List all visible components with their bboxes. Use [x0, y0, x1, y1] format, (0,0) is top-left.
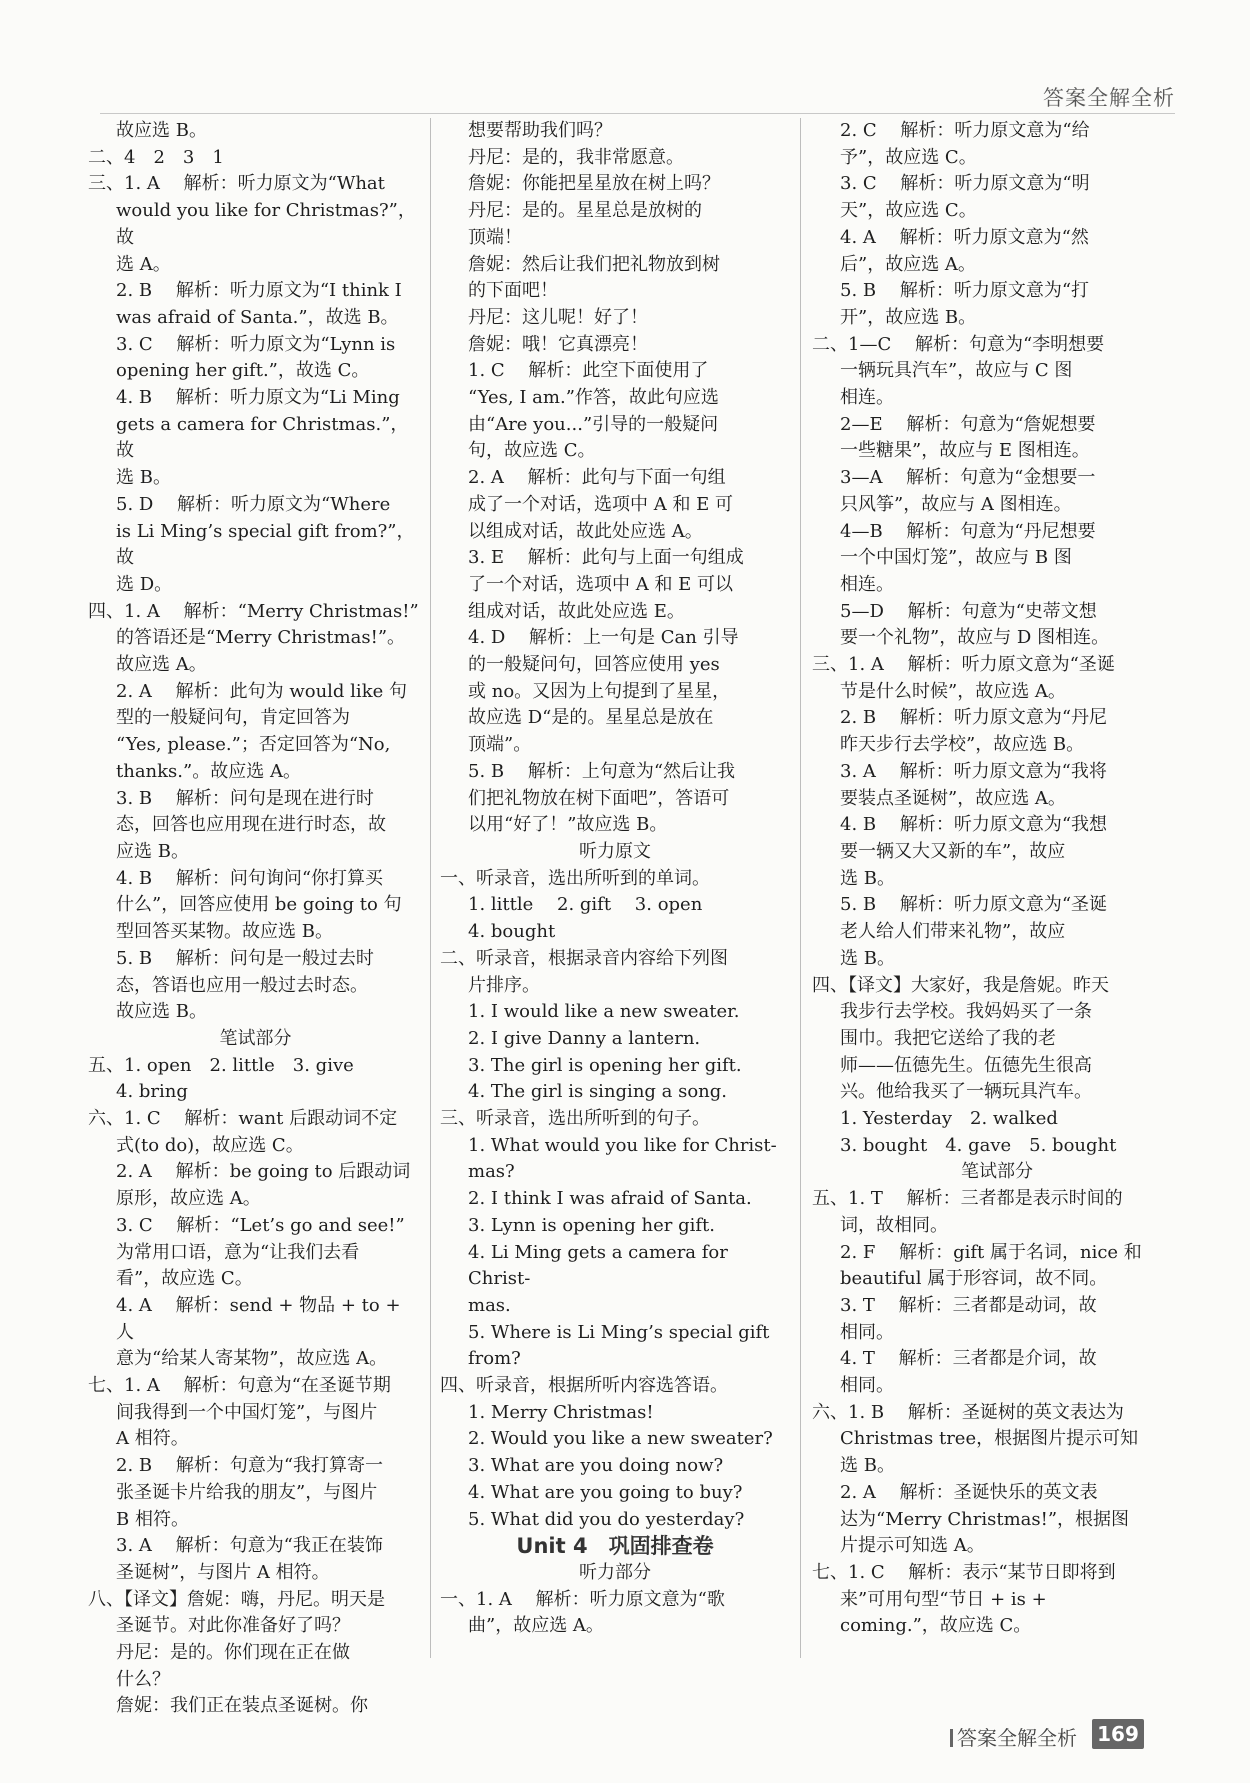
text-line: 1. C 解析：此空下面使用了 — [468, 360, 709, 382]
text-line: 4. bought — [468, 921, 556, 943]
text-line: 丹尼：这儿呢！好了！ — [468, 306, 648, 328]
unit-heading: Unit 4 巩固排查卷 — [516, 1534, 714, 1559]
text-line: 相同。 — [840, 1321, 894, 1343]
text-line: 3. B 解析：问句是现在进行时 — [116, 787, 374, 809]
text-line: A 相符。 — [116, 1428, 189, 1450]
text-line: gets a camera for Christmas.”，故 — [116, 413, 409, 462]
text-line: 八、【译文】詹妮：嗨，丹尼。明天是 — [88, 1588, 385, 1610]
text-line: 3. E 解析：此句与上面一句组成 — [468, 547, 744, 569]
text-line: 以组成对话，故此处应选 A。 — [468, 520, 703, 542]
text-line: 4. bring — [116, 1081, 188, 1103]
text-line: 要一个礼物”，故应与 D 图相连。 — [840, 627, 1110, 649]
text-line: 五、1. T 解析：三者都是表示时间的 — [812, 1188, 1123, 1210]
text-line: 5. B 解析：听力原文意为“打 — [840, 280, 1090, 302]
text-line: 片提示可知选 A。 — [840, 1535, 985, 1557]
text-line: 的下面吧！ — [468, 280, 558, 302]
text-line: 2. B 解析：听力原文意为“丹尼 — [840, 707, 1108, 729]
text-line: 相同。 — [840, 1375, 894, 1397]
text-line: 二、听录音，根据录音内容给下列图 — [440, 947, 728, 969]
text-line: 三、听录音，选出所听到的句子。 — [440, 1108, 710, 1130]
text-line: 1. Merry Christmas! — [468, 1401, 654, 1423]
text-line: 的一般疑问句，回答应使用 yes — [468, 654, 720, 676]
text-line: 二、4 2 3 1 — [88, 146, 224, 168]
text-line: 片排序。 — [468, 974, 540, 996]
text-line: 圣诞树”，与图片 A 相符。 — [116, 1561, 330, 1583]
text-line: 相连。 — [840, 387, 894, 409]
text-line: 2. F 解析：gift 属于名词，nice 和 — [840, 1241, 1142, 1263]
text-line: 3. A 解析：听力原文意为“我将 — [840, 760, 1107, 782]
text-line: 顶端！ — [468, 226, 522, 248]
text-line: 4. D 解析：上一句是 Can 引导 — [468, 627, 739, 649]
section-heading: 笔试部分 — [219, 1027, 292, 1049]
text-line: 选 B。 — [840, 1455, 895, 1477]
text-line: 以用“好了！”故应选 B。 — [468, 814, 668, 836]
text-line: 2. A 解析：圣诞快乐的英文表 — [840, 1481, 1098, 1503]
text-line: 2. C 解析：听力原文意为“给 — [840, 120, 1090, 141]
page-header-title: 答案全解全析 — [1043, 86, 1175, 110]
text-line: 师——伍德先生。伍德先生很高 — [840, 1054, 1092, 1076]
text-line: B 相符。 — [116, 1508, 189, 1530]
text-line: 要一辆又大又新的车”，故应 — [840, 840, 1066, 862]
text-line: 曲”，故应选 A。 — [468, 1615, 604, 1637]
text-line: 4. T 解析：三者都是介词，故 — [840, 1348, 1097, 1370]
text-line: 选 B。 — [116, 467, 171, 489]
text-line: is Li Ming’s special gift from?”，故 — [116, 520, 415, 569]
text-line: 4. A 解析：听力原文意为“然 — [840, 226, 1089, 248]
text-line: 节是什么时候”，故应选 A。 — [840, 680, 1066, 702]
text-line: 一辆玩具汽车”，故应与 C 图 — [840, 360, 1073, 382]
text-line: 3. C 解析：“Let’s go and see!” — [116, 1214, 405, 1236]
text-line: 2. A 解析：be going to 后跟动词 — [116, 1161, 411, 1183]
text-line: 们把礼物放在树下面吧”，答语可 — [468, 787, 730, 809]
text-line: 词，故相同。 — [840, 1214, 948, 1236]
text-line: 型的一般疑问句，肯定回答为 — [116, 707, 350, 729]
text-line: 丹尼：是的。你们现在正在做 — [116, 1642, 350, 1664]
text-line: 丹尼：是的，我非常愿意。 — [468, 146, 684, 168]
text-line: 选 D。 — [116, 573, 173, 595]
text-line: 什么”，回答应使用 be going to 句 — [116, 894, 402, 916]
column-3 — [812, 118, 1182, 1640]
text-line: 达为“Merry Christmas!”，根据图 — [840, 1508, 1130, 1530]
text-line: 只风筝”，故应与 A 图相连。 — [840, 493, 1072, 515]
column-2 — [440, 118, 790, 1640]
text-line: thanks.”。故应选 A。 — [116, 760, 301, 782]
text-line: 1. What would you like for Christ- — [468, 1134, 777, 1156]
text-line: 2. B 解析：句意为“我打算寄一 — [116, 1455, 384, 1477]
text-line: was afraid of Santa.”，故选 B。 — [116, 306, 399, 328]
text-line: 或 no。又因为上句提到了星星， — [468, 680, 731, 702]
text-line: 4. B 解析：听力原文为“Li Ming — [116, 387, 400, 409]
text-line: 4. Li Ming gets a camera for Christ- — [468, 1241, 728, 1290]
text-line: 应选 B。 — [116, 840, 189, 862]
text-line: 原形，故应选 A。 — [116, 1188, 261, 1210]
text-line: 3. T 解析：三者都是动词，故 — [840, 1294, 1097, 1316]
text-line: 相连。 — [840, 573, 894, 595]
text-line: 一些糖果”，故应与 E 图相连。 — [840, 440, 1090, 462]
text-line: 六、1. B 解析：圣诞树的英文表达为 — [812, 1401, 1124, 1423]
text-line: 詹妮：哦！它真漂亮！ — [468, 333, 648, 355]
text-line: 天”，故应选 C。 — [840, 200, 977, 222]
text-line: 组成对话，故此处应选 E。 — [468, 600, 685, 622]
text-line: opening her gift.”，故选 C。 — [116, 360, 370, 382]
text-line: beautiful 属于形容词，故不同。 — [840, 1268, 1108, 1290]
text-line: “Yes, please.”；否定回答为“No, — [116, 734, 391, 756]
text-line: mas. — [468, 1294, 511, 1316]
text-line: 选 B。 — [840, 947, 895, 969]
text-line: 兴。他给我买了一辆玩具汽车。 — [840, 1081, 1092, 1103]
text-line: 故应选 B。 — [116, 1001, 207, 1023]
text-line: 1. little 2. gift 3. open — [468, 894, 703, 916]
text-line: 2. I think I was afraid of Santa. — [468, 1188, 752, 1210]
text-line: 4—B 解析：句意为“丹尼想要 — [840, 520, 1096, 542]
text-line: 想要帮助我们吗？ — [468, 120, 612, 141]
text-line: 3. The girl is opening her gift. — [468, 1054, 742, 1076]
text-line: 要装点圣诞树”，故应选 A。 — [840, 787, 1066, 809]
text-line: 二、1—C 解析：句意为“李明想要 — [812, 333, 1105, 355]
text-line: 四、1. A 解析：“Merry Christmas!” — [88, 600, 419, 622]
text-line: 七、1. A 解析：句意为“在圣诞节期 — [88, 1375, 391, 1397]
text-line: “Yes, I am.”作答，故此句应选 — [468, 387, 719, 409]
text-line: mas? — [468, 1161, 515, 1183]
section-heading: 听力原文 — [579, 840, 651, 862]
text-line: 1. I would like a new sweater. — [468, 1001, 740, 1023]
text-line: 3. bought 4. gave 5. bought — [840, 1134, 1117, 1156]
text-line: 看”，故应选 C。 — [116, 1268, 253, 1290]
text-line: Christmas tree，根据图片提示可知 — [840, 1428, 1139, 1450]
text-line: 4. B 解析：听力原文意为“我想 — [840, 814, 1108, 836]
text-line: 选 A。 — [116, 253, 171, 275]
text-line: 4. What are you going to buy? — [468, 1481, 743, 1503]
section-heading: 笔试部分 — [961, 1161, 1033, 1183]
text-line: 的答语还是“Merry Christmas!”。 — [116, 627, 406, 649]
text-line: 2. A 解析：此句为 would like 句 — [116, 680, 407, 702]
text-line: 3. What are you doing now? — [468, 1455, 724, 1477]
text-line: 型回答买某物。故应选 B。 — [116, 921, 333, 943]
text-line: 七、1. C 解析：表示“某节日即将到 — [812, 1561, 1116, 1583]
column-1 — [88, 118, 423, 1720]
text-line: 三、1. A 解析：听力原文意为“圣诞 — [812, 654, 1115, 676]
text-line: 式(to do)，故应选 C。 — [116, 1134, 304, 1156]
text-line: 了一个对话，选项中 A 和 E 可以 — [468, 573, 734, 595]
text-line: 予”，故应选 C。 — [840, 146, 977, 168]
column-divider — [800, 118, 801, 1658]
text-line: 态，回答也应用现在进行时态，故 — [116, 814, 386, 836]
text-line: 詹妮：我们正在装点圣诞树。你 — [116, 1695, 368, 1717]
text-line: 态，答语也应用一般过去时态。 — [116, 974, 368, 996]
text-line: 3—A 解析：句意为“金想要一 — [840, 467, 1096, 489]
text-line: 故应选 A。 — [116, 654, 207, 676]
text-line: 圣诞节。对此你准备好了吗？ — [116, 1615, 350, 1637]
text-line: 顶端”。 — [468, 734, 532, 756]
text-line: 间我得到一个中国灯笼”，与图片 — [116, 1401, 378, 1423]
text-line: 4. The girl is singing a song. — [468, 1081, 728, 1103]
text-line: 丹尼：是的。星星总是放树的 — [468, 200, 702, 222]
text-line: 故应选 D“是的。星星总是放在 — [468, 707, 714, 729]
header-rule — [100, 113, 1175, 114]
text-line: 3. Lynn is opening her gift. — [468, 1214, 715, 1236]
text-line: 5. B 解析：上句意为“然后让我 — [468, 760, 736, 782]
text-line: 2. B 解析：听力原文为“I think I — [116, 280, 402, 302]
text-line: 意为“给某人寄某物”，故应选 A。 — [116, 1348, 388, 1370]
text-line: 一、听录音，选出所听到的单词。 — [440, 867, 710, 889]
text-line: 1. Yesterday 2. walked — [840, 1108, 1058, 1130]
text-line: 三、1. A 解析：听力原文为“What — [88, 173, 385, 195]
text-line: 六、1. C 解析：want 后跟动词不定 — [88, 1108, 398, 1130]
text-line: 我步行去学校。我妈妈买了一条 — [840, 1001, 1092, 1023]
text-line: 5. D 解析：听力原文为“Where — [116, 493, 391, 515]
page-number: 169 — [1092, 1719, 1144, 1749]
text-line: 开”，故应选 B。 — [840, 306, 977, 328]
text-line: 成了一个对话，选项中 A 和 E 可 — [468, 493, 734, 515]
text-line: 四、听录音，根据所听内容选答语。 — [440, 1375, 728, 1397]
text-line: 为常用口语，意为“让我们去看 — [116, 1241, 360, 1263]
text-line: 2—E 解析：句意为“詹妮想要 — [840, 413, 1096, 435]
footer-title: 答案全解全析 — [950, 1722, 1077, 1751]
text-line: 詹妮：你能把星星放在树上吗？ — [468, 173, 720, 195]
text-line: 来”可用句型“节日 + is + — [840, 1588, 1047, 1610]
text-line: 故应选 B。 — [116, 120, 207, 141]
text-line: 一、1. A 解析：听力原文意为“歌 — [440, 1588, 725, 1610]
text-line: 詹妮：然后让我们把礼物放到树 — [468, 253, 720, 275]
text-line: 什么？ — [116, 1668, 170, 1690]
column-divider — [430, 118, 431, 1658]
text-line: 句，故应选 C。 — [468, 440, 596, 462]
text-line: 张圣诞卡片给我的朋友”，与图片 — [116, 1481, 378, 1503]
text-line: 由“Are you...”引导的一般疑问 — [468, 413, 719, 435]
text-line: 3. A 解析：句意为“我正在装饰 — [116, 1535, 383, 1557]
text-line: 5. Where is Li Ming’s special gift — [468, 1321, 770, 1343]
text-line: 四、【译文】大家好，我是詹妮。昨天 — [812, 974, 1109, 996]
text-line: from? — [468, 1348, 521, 1370]
text-line: 老人给人们带来礼物”，故应 — [840, 921, 1066, 943]
text-line: 5. What did you do yesterday? — [468, 1508, 745, 1530]
text-line: 3. C 解析：听力原文意为“明 — [840, 173, 1090, 195]
text-line: 围巾。我把它送给了我的老 — [840, 1027, 1056, 1049]
text-line: coming.”，故应选 C。 — [840, 1615, 1032, 1637]
text-line: 5. B 解析：问句是一般过去时 — [116, 947, 374, 969]
text-line: 五、1. open 2. little 3. give — [88, 1054, 354, 1076]
text-line: 2. A 解析：此句与下面一句组 — [468, 467, 726, 489]
text-line: 2. Would you like a new sweater? — [468, 1428, 773, 1450]
text-line: 5—D 解析：句意为“史蒂文想 — [840, 600, 1097, 622]
text-line: 2. I give Danny a lantern. — [468, 1027, 701, 1049]
text-line: 3. C 解析：听力原文为“Lynn is — [116, 333, 396, 355]
section-heading: 听力部分 — [579, 1561, 651, 1583]
text-line: 5. B 解析：听力原文意为“圣诞 — [840, 894, 1108, 916]
text-line: 4. B 解析：问句询问“你打算买 — [116, 867, 384, 889]
text-line: 4. A 解析：send + 物品 + to + 人 — [116, 1294, 401, 1343]
text-line: 选 B。 — [840, 867, 895, 889]
text-line: 昨天步行去学校”，故应选 B。 — [840, 734, 1085, 756]
text-line: would you like for Christmas?”，故 — [116, 200, 416, 248]
text-line: 后”，故应选 A。 — [840, 253, 976, 275]
text-line: 一个中国灯笼”，故应与 B 图 — [840, 547, 1072, 569]
